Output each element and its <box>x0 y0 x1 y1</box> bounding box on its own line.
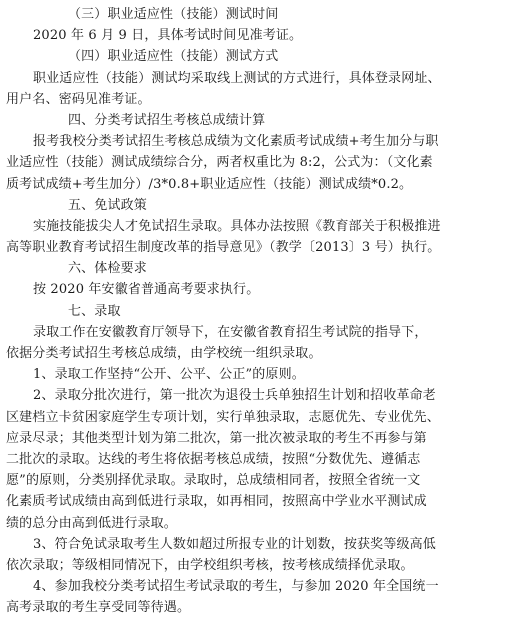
text-line: 实施技能拔尖人才免试招生录取。具体办法按照《教育部关于积极推进 <box>33 218 441 234</box>
text-line: 愿”的原则，分类别择优录取。录取时，总成绩相同者，按照全省统一文 <box>6 473 421 489</box>
text-line: 职业适应性（技能）测试均采取线上测试的方式进行，具体登录网址、 <box>33 70 441 86</box>
text-line: 业适应性（技能）测试成绩综合分，两者权重比为 8:2，公式为：（文化素 <box>6 155 433 171</box>
text-line: 二批次的录取。达线的考生将依据考核总成绩，按照“分数优先、遵循志 <box>6 451 421 467</box>
text-line: 用户名、密码见准考证。 <box>6 91 151 107</box>
text-line: 依次录取；等级相同情况下，由学校组织考核，按考核成绩择优录取。 <box>6 557 414 573</box>
text-line: 报考我校分类考试招生考核总成绩为文化素质考试成绩+考生加分与职 <box>33 134 439 150</box>
text-line: 高考录取的考生享受同等待遇。 <box>6 600 191 616</box>
text-line: （三）职业适应性（技能）测试时间 <box>68 7 279 22</box>
section-heading: 四、分类考试招生考核总成绩计算 <box>68 112 266 128</box>
text-line: 绩的总分由高到低进行录取。 <box>6 515 177 531</box>
text-line: 质考试成绩+考生加分）/3*0.8+职业适应性（技能）测试成绩*0.2。 <box>6 176 413 192</box>
text-line: 依据分类考试招生考核总成绩，由学校统一组织录取。 <box>6 346 322 361</box>
text-line: 2020 年 6 月 9 日，具体考试时间见准考证。 <box>33 28 303 44</box>
text-line: 2、录取分批次进行，第一批次为退役士兵单独招生计划和招收革命老 <box>33 388 436 404</box>
text-line: 应录尽录；其他类型计划为第二批次，第一批次被录取的考生不再参与第 <box>6 430 427 446</box>
text-line: 录取工作在安徽教育厅领导下，在安徽省教育招生考试院的指导下， <box>33 324 428 340</box>
text-line: 区建档立卡贫困家庭学生专项计划，实行单独录取，志愿优先、专业优先、 <box>6 409 440 425</box>
text-line: 3、符合免试录取考生人数如超过所报专业的计划数，按获奖等级高低 <box>33 536 436 552</box>
text-line: 1、录取工作坚持“公开、公平、公正”的原则。 <box>33 367 305 383</box>
text-line: （四）职业适应性（技能）测试方式 <box>68 49 279 65</box>
text-line: 按 2020 年安徽省普通高考要求执行。 <box>33 282 260 298</box>
section-heading: 五、免试政策 <box>68 197 147 213</box>
text-line: 高等职业教育考试招生制度改革的指导意见》（教学〔2013〕3 号）执行。 <box>6 240 441 256</box>
section-heading: 七、录取 <box>68 303 121 319</box>
section-heading: 六、体检要求 <box>68 261 147 277</box>
text-line: 化素质考试成绩由高到低进行录取，如再相同，按照高中学业水平测试成 <box>6 494 427 510</box>
text-line: 4、参加我校分类考试招生考试录取的考生，与参加 2020 年全国统一 <box>33 579 439 595</box>
